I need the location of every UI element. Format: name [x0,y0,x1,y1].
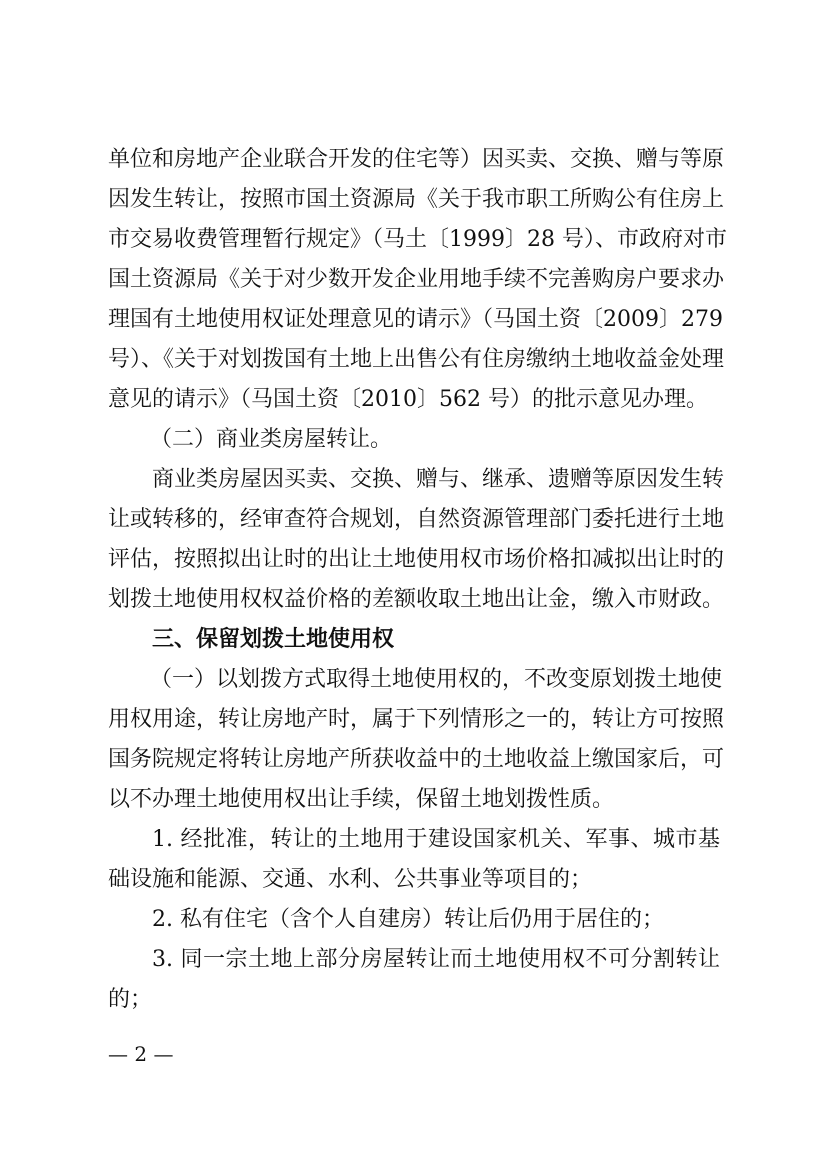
body-line: 评估，按照拟出让时的出让土地使用权市场价格扣减拟出让时的 [108,547,725,572]
body-line: 础设施和能源、交通、水利、公共事业等项目的； [108,867,593,892]
body-line: 用权用途，转让房地产时，属于下列情形之一的，转让方可按照 [108,707,725,732]
body-line: 号）、《关于对划拨国有土地上出售公有住房缴纳土地收益金处理 [108,347,725,372]
body-line: 以不办理土地使用权出让手续，保留土地划拨性质。 [108,787,615,812]
body-line: 国务院规定将转让房地产所获收益中的土地收益上缴国家后，可 [108,747,725,772]
body-line: 因发生转让，按照市国土资源局《关于我市职工所购公有住房上 [108,187,725,212]
body-line: 理国有土地使用权证处理意见的请示》（马国土资〔2009〕279 [108,307,723,332]
section-heading: 三、保留划拨土地使用权 [152,627,395,652]
body-line: 商业类房屋因买卖、交换、赠与、继承、遗赠等原因发生转 [152,467,725,492]
body-line: 让或转移的，经审查符合规划，自然资源管理部门委托进行土地 [108,507,725,532]
list-item: 2. 私有住宅（含个人自建房）转让后仍用于居住的； [152,907,664,932]
body-line: 单位和房地产企业联合开发的住宅等）因买卖、交换、赠与等原 [108,147,725,172]
body-line: 意见的请示》（马国土资〔2010〕562 号）的批示意见办理。 [108,387,708,412]
body-line: 的； [108,987,153,1012]
page-number: — 2 — [108,1042,174,1066]
list-item: 3. 同一宗土地上部分房屋转让而土地使用权不可分割转让 [152,947,720,972]
list-item: 1. 经批准，转让的土地用于建设国家机关、军事、城市基 [152,827,720,852]
body-line: （一）以划拨方式取得土地使用权的，不改变原划拨土地使 [150,667,723,692]
body-line: 国土资源局《关于对少数开发企业用地手续不完善购房户要求办 [108,267,725,292]
body-line: 市交易收费管理暂行规定》（马土〔1999〕28 号）、市政府对市 [108,227,727,252]
subsection-heading: （二）商业类房屋转让。 [150,427,393,452]
body-line: 划拨土地使用权权益价格的差额收取土地出让金，缴入市财政。 [108,587,725,612]
